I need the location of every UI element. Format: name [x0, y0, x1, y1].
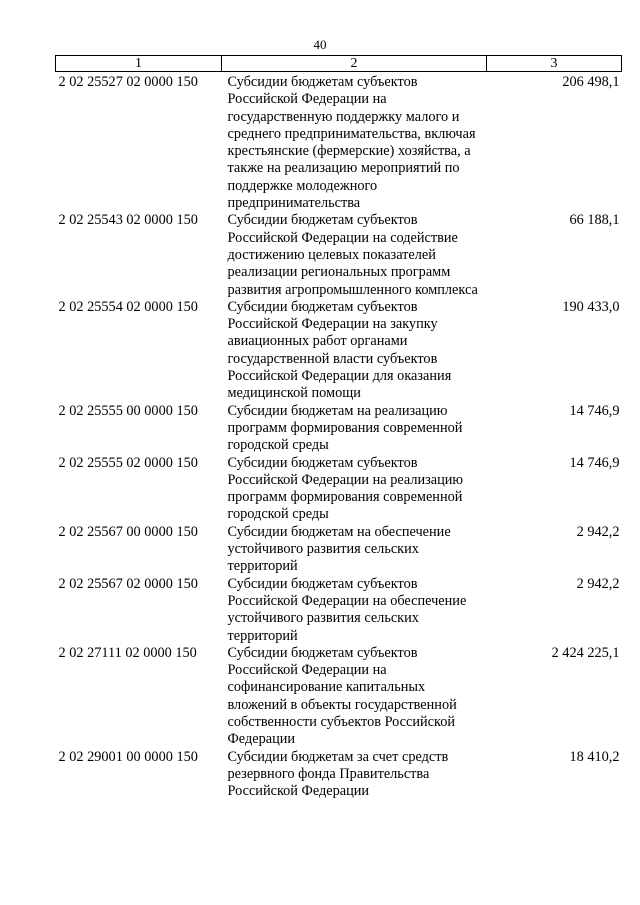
table-row: [56, 749, 622, 801]
row-amount: 2 424 225,1: [551, 644, 620, 661]
row-amount: 206 498,1: [562, 74, 620, 90]
row-code: 2 02 25555 02 0000 150: [58, 454, 198, 471]
row-code: 2 02 25567 02 0000 150: [58, 575, 198, 592]
row-code: 2 02 25567 00 0000 150: [58, 523, 198, 540]
row-code: 2 02 25554 02 0000 150: [58, 298, 198, 315]
table-row: [56, 299, 622, 403]
row-name: Субсидии бюджетам на реализацию программ формирования современной городской среды: [227, 402, 463, 454]
row-amount: 66 188,1: [569, 212, 620, 229]
row-name: Субсидии бюджетам субъектов Российской Федерации на государственную поддержку малого и среднего предпринимательства, включая крестьянские (фермерские) хозяйства, а также на реализацию мероприятий по поддержке молодежного предпринимательства: [227, 74, 476, 212]
row-name: Субсидии бюджетам субъектов Российской Федерации на содействие достижению целевых показателей реализации региональных программ развития агропромышленного комплекса: [227, 212, 478, 298]
header-row: [56, 56, 622, 72]
row-amount: 2 942,2: [576, 523, 620, 540]
row-amount: 14 746,9: [569, 454, 620, 471]
row-name: Субсидии бюджетам субъектов Российской Федерации на закупку авиационных работ органами государственной власти субъектов Российской Федерации для оказания медицинской помощи: [227, 298, 452, 402]
page-number: 40: [313, 37, 327, 52]
table-row: [56, 72, 622, 213]
row-amount: 18 410,2: [569, 748, 620, 765]
row-amount: 190 433,0: [562, 298, 620, 315]
row-code: 2 02 29001 00 0000 150: [58, 748, 198, 765]
row-name: Субсидии бюджетам субъектов Российской Федерации на реализацию программ формирования современной городской среды: [227, 454, 464, 523]
table-row: [56, 524, 622, 576]
table-row: [56, 212, 622, 298]
row-code: 2 02 25555 00 0000 150: [58, 402, 198, 419]
row-amount: 2 942,2: [576, 575, 620, 592]
table-row: [56, 403, 622, 455]
column-header-2: 2: [222, 56, 487, 72]
row-code: 2 02 25527 02 0000 150: [58, 74, 198, 90]
column-header-1: 1: [56, 56, 222, 72]
table-row: [56, 455, 622, 524]
table-row: [56, 645, 622, 749]
row-name: Субсидии бюджетам субъектов Российской Федерации на обеспечение устойчивого развития сельских территорий: [227, 575, 467, 644]
row-name: Субсидии бюджетам за счет средств резервного фонда Правительства Российской Федерации: [227, 748, 449, 800]
row-name: Субсидии бюджетам субъектов Российской Федерации на софинансирование капитальных вложений в объекты государственной собственности субъектов Российской Федерации: [227, 644, 457, 748]
column-header-3: 3: [487, 56, 622, 72]
budget-table: [55, 55, 622, 800]
row-code: 2 02 25543 02 0000 150: [58, 212, 198, 229]
row-name: Субсидии бюджетам на обеспечение устойчивого развития сельских территорий: [227, 523, 451, 575]
row-code: 2 02 27111 02 0000 150: [58, 644, 197, 661]
table-row: [56, 576, 622, 645]
row-amount: 14 746,9: [569, 402, 620, 419]
